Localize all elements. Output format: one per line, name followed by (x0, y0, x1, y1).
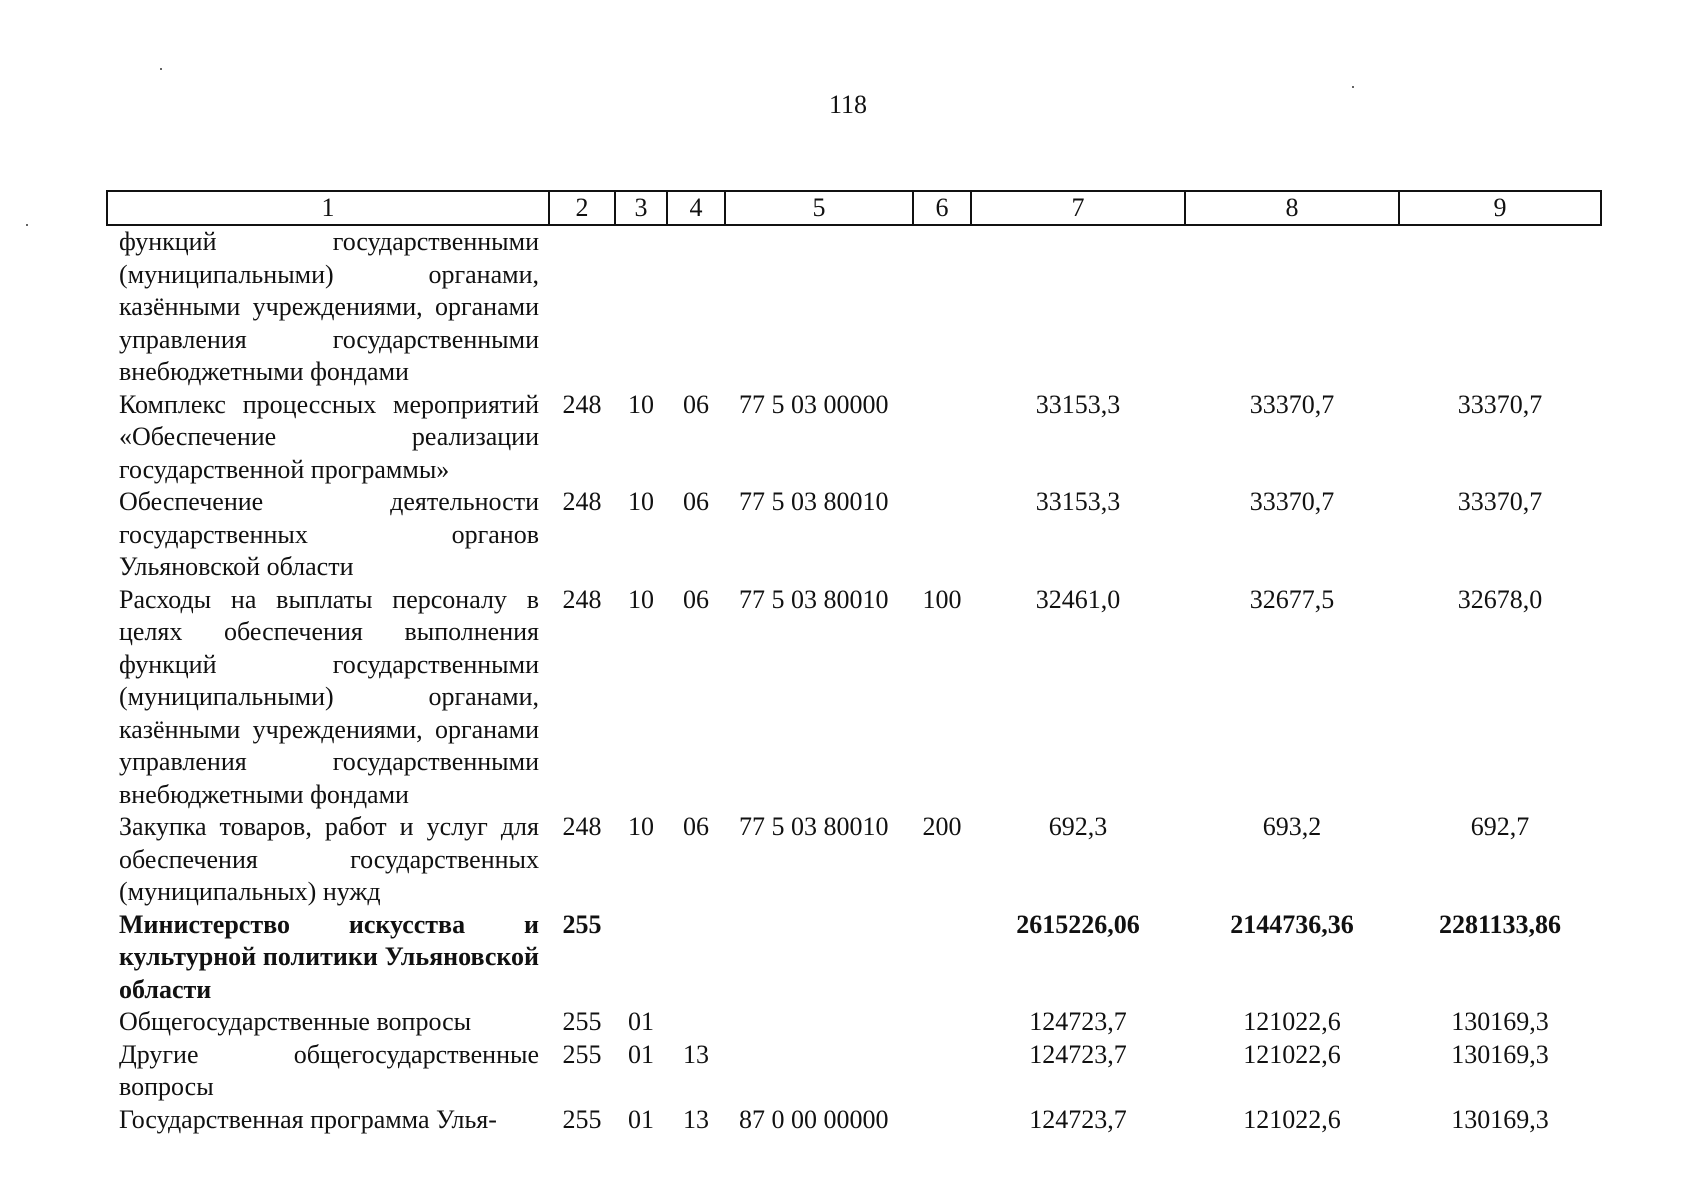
row-name: Обеспечение деятельности государственных органов Ульяновской области (119, 487, 539, 581)
section-code: 10 (628, 584, 654, 614)
section-code: 01 (628, 1007, 654, 1036)
subsection-code: 06 (683, 584, 709, 614)
amount-col7: 33153,3 (1035, 389, 1121, 419)
section-code: 10 (628, 812, 654, 841)
expense-type-code (913, 1039, 971, 1104)
table-row (107, 486, 1601, 584)
amount-col9: 130169,3 (1451, 1039, 1549, 1069)
amount-col9: 32678,0 (1457, 584, 1543, 614)
grbs-code: 248 (562, 389, 602, 419)
amount-col8 (1185, 225, 1399, 389)
row-name: Общегосударственные вопросы (119, 1007, 472, 1036)
expense-type-code (913, 1104, 971, 1137)
row-name: Расходы на выплаты персоналу в целях обеспечения выполнения функций государственными (муниципальными) органами, казёнными учреждениями, органами управления государственными внебюджетными фондами (119, 584, 539, 809)
table-row (107, 584, 1601, 812)
header-row (107, 191, 1601, 225)
scan-speck (1352, 86, 1354, 88)
amount-col7: 124723,7 (1029, 1104, 1127, 1134)
target-article-code: 87 0 00 00000 (739, 1104, 889, 1134)
amount-col7: 33153,3 (1035, 487, 1121, 516)
table-row (107, 1104, 1601, 1137)
amount-col8: 32677,5 (1249, 584, 1335, 614)
expense-type-code (913, 909, 971, 1007)
column-header: 7 (971, 191, 1185, 225)
grbs-code: 255 (562, 909, 602, 939)
target-article-code: 77 5 03 80010 (739, 584, 889, 614)
grbs-code: 248 (562, 487, 602, 516)
scan-speck (160, 68, 162, 70)
target-article-code: 77 5 03 80010 (739, 812, 889, 841)
column-header: 9 (1399, 191, 1601, 225)
section-code: 01 (628, 1104, 654, 1134)
amount-col9: 2281133,86 (1438, 909, 1562, 939)
subsection-code: 13 (683, 1039, 709, 1069)
amount-col9: 130169,3 (1451, 1007, 1549, 1036)
amount-col7: 32461,0 (1035, 584, 1121, 614)
subsection-code: 06 (683, 389, 709, 419)
section-code: 10 (628, 389, 654, 419)
amount-col9: 33370,7 (1457, 389, 1543, 419)
expense-type-code (913, 486, 971, 584)
section-code: 10 (628, 487, 654, 516)
subsection-code: 13 (683, 1104, 709, 1134)
amount-col8: 121022,6 (1243, 1039, 1341, 1069)
column-header: 3 (615, 191, 667, 225)
row-name: функций государственными (муниципальными) органами, казёнными учреждениями, органами управления государственными внебюджетными фондами (119, 227, 539, 386)
subsection-code: 06 (683, 812, 709, 841)
column-header: 6 (913, 191, 971, 225)
table-row (107, 389, 1601, 487)
column-header: 2 (549, 191, 615, 225)
amount-col9: 130169,3 (1451, 1104, 1549, 1134)
section-code: 01 (628, 1039, 654, 1069)
amount-col8: 2144736,36 (1230, 909, 1354, 939)
table-row (107, 225, 1601, 389)
target-article-code (725, 225, 913, 389)
amount-col8: 121022,6 (1243, 1104, 1341, 1134)
target-article-code: 77 5 03 00000 (739, 389, 889, 419)
table-row (107, 1006, 1601, 1039)
amount-col9 (1399, 225, 1601, 389)
target-article-code (725, 1006, 913, 1039)
grbs-code (549, 225, 615, 389)
expense-type-code (913, 389, 971, 487)
amount-col9: 33370,7 (1457, 487, 1543, 516)
amount-col8: 33370,7 (1249, 389, 1335, 419)
amount-col8: 121022,6 (1243, 1007, 1341, 1036)
subsection-code (667, 1006, 725, 1039)
column-header: 8 (1185, 191, 1399, 225)
amount-col7 (971, 225, 1185, 389)
expense-type-code: 100 (922, 584, 962, 614)
grbs-code: 248 (562, 812, 602, 841)
row-name: Комплекс процессных мероприятий «Обеспечение реализации государственной программы» (119, 389, 539, 484)
table-row (107, 1039, 1601, 1104)
column-header: 5 (725, 191, 913, 225)
amount-col7: 2615226,06 (1016, 909, 1140, 939)
row-name: Министерство искусства и культурной политики Ульяновской области (119, 909, 539, 1004)
scan-speck (26, 224, 28, 226)
amount-col8: 33370,7 (1249, 487, 1335, 516)
subsection-code (667, 909, 725, 1007)
section-code (615, 225, 667, 389)
amount-col9: 692,7 (1470, 812, 1530, 841)
section-code (615, 909, 667, 1007)
row-name: Закупка товаров, работ и услуг для обеспечения государственных (муниципальных) нужд (119, 812, 539, 906)
table-row (107, 811, 1601, 909)
row-name: Государственная программа Улья- (119, 1104, 497, 1134)
table-row (107, 909, 1601, 1007)
grbs-code: 255 (562, 1007, 602, 1036)
budget-table (106, 190, 1602, 1136)
expense-type-code (913, 225, 971, 389)
subsection-code: 06 (683, 487, 709, 516)
grbs-code: 255 (562, 1039, 602, 1069)
grbs-code: 248 (562, 584, 602, 614)
grbs-code: 255 (562, 1104, 602, 1134)
expense-type-code: 200 (922, 812, 962, 841)
amount-col7: 124723,7 (1029, 1007, 1127, 1036)
target-article-code (725, 909, 913, 1007)
column-header: 1 (107, 191, 549, 225)
target-article-code: 77 5 03 80010 (739, 487, 889, 516)
expense-type-code (913, 1006, 971, 1039)
amount-col7: 692,3 (1048, 812, 1108, 841)
subsection-code (667, 225, 725, 389)
row-name: Другие общегосударственные вопросы (119, 1039, 539, 1101)
amount-col7: 124723,7 (1029, 1039, 1127, 1069)
target-article-code (725, 1039, 913, 1104)
page-number: 118 (828, 90, 868, 119)
amount-col8: 693,2 (1262, 812, 1322, 841)
column-header: 4 (667, 191, 725, 225)
